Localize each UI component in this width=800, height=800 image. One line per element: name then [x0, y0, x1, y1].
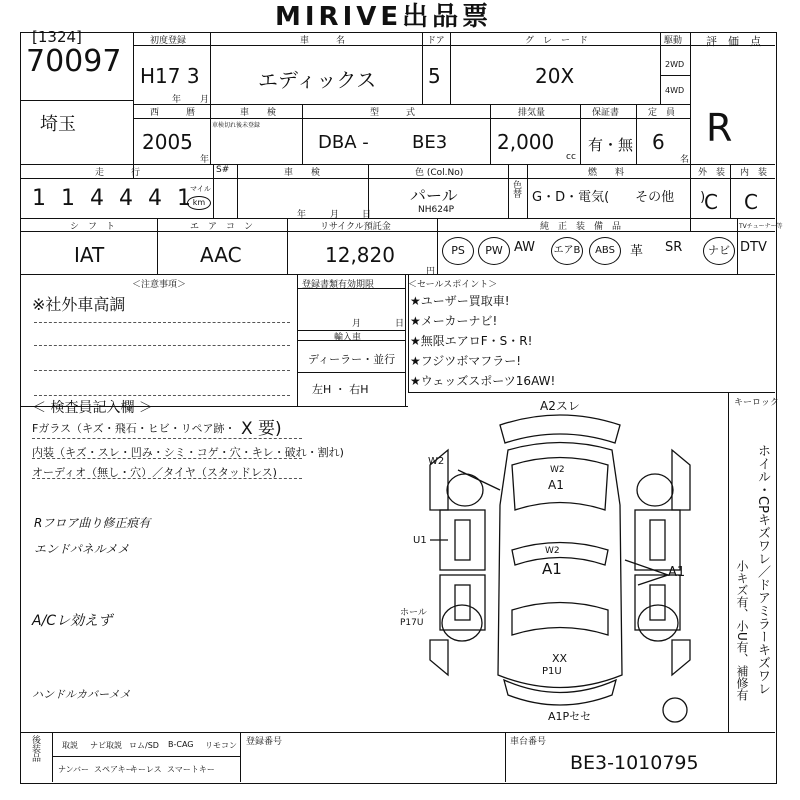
accessory-item: ナンバー	[58, 765, 90, 774]
shift-label: シ フ ト	[70, 222, 116, 232]
recycle-value: 12,820	[325, 243, 395, 267]
diagram-label-wheel: ホール P17U	[400, 608, 427, 628]
interior-value: C	[744, 190, 758, 214]
grade-value: 20X	[535, 64, 575, 88]
accessory-item: リモコン	[205, 741, 237, 750]
diagram-label-bottom: A1Pセセ	[548, 710, 592, 723]
form-title: MIRIVE出品票	[275, 2, 493, 32]
capacity-value: 6	[652, 130, 665, 154]
handwritten-note-3: A/Cレ効えず	[32, 613, 113, 629]
model-label: 型 式	[370, 108, 416, 118]
car-name-label: 車 名	[300, 36, 346, 46]
check-label: 車 検	[284, 168, 321, 178]
caution-text: ※社外車高調	[32, 295, 126, 314]
sales-label: ＜セールスポイント＞	[408, 280, 498, 290]
doors-value: 5	[428, 64, 441, 88]
equip-item: AW	[514, 240, 536, 255]
fuel-label: 燃 料	[588, 168, 625, 178]
color-label: 色 (Col.No)	[415, 168, 464, 178]
sales-point: ★フジツボマフラー!	[410, 354, 522, 368]
year-unit: 年	[200, 155, 210, 165]
accessory-item: 取説	[62, 741, 78, 750]
diagram-label-top: A2スレ	[540, 399, 580, 413]
stock-number: 70097	[26, 44, 122, 79]
equip-item: エアB	[551, 237, 583, 265]
diagram-label-w2-left: W2	[428, 456, 445, 467]
disp-unit: cc	[566, 152, 576, 162]
disp-label: 排気量	[518, 108, 546, 118]
equip-label: 純 正 装 備 品	[540, 222, 622, 232]
side-note-2: 小キズ有、小U有、補修有	[735, 560, 749, 701]
year-label: 西 暦	[150, 108, 196, 118]
drive-2wd: 2WD	[665, 60, 685, 69]
mileage-value: 1 1 4 4 4 1	[32, 186, 195, 211]
color-change-label: 色替	[511, 180, 521, 198]
diagram-label-xx: XX	[552, 652, 568, 665]
sales-point: ★無限エアロF・S・R!	[410, 334, 533, 348]
grade-label: グ レ ー ド	[525, 36, 589, 46]
mileage-unit-km: km	[187, 196, 211, 210]
diagram-label-w-mid: W2	[545, 546, 560, 556]
reg-number-label: 登録番号	[246, 737, 283, 747]
capacity-label: 定 員	[648, 108, 676, 118]
reg-date-label: 初度登録	[150, 36, 187, 46]
drive-label: 駆動	[664, 36, 683, 46]
reg-date-value: H17 3	[140, 64, 200, 88]
mileage-label: 走 行	[95, 168, 141, 178]
caution-label: ＜注意事項＞	[132, 280, 187, 290]
side-note-1: ホイル・CPキズワレ／ドアミラーキズワレ	[755, 444, 770, 695]
mileage-unit-mile: マイル	[190, 185, 211, 193]
diagram-label-w2-mid: W2	[550, 465, 565, 475]
glass-line: Fガラス（キズ・飛石・ヒビ・リペア跡・	[32, 422, 236, 435]
doors-label: ドア	[427, 36, 445, 46]
year-value: 2005	[142, 130, 193, 154]
capacity-unit: 名	[680, 155, 690, 165]
doc-day-unit: 日	[395, 319, 405, 329]
dealer-parallel: ディーラー・並行	[308, 353, 396, 366]
recycle-label: リサイクル預託金	[320, 222, 391, 232]
s-label: S#	[216, 165, 230, 175]
glass-mark: X 要)	[241, 419, 282, 439]
eval-label: 評 価 点	[706, 35, 761, 48]
diagram-label-a1-top: A1	[548, 478, 564, 492]
car-name-value: エディックス	[258, 68, 377, 92]
equip-item: ナビ	[703, 237, 735, 265]
interior-line: 内装（キズ・スレ・凹み・シミ・コゲ・穴・キレ・破れ・割れ)	[32, 446, 344, 459]
diagram-label-a1-right: A1	[668, 565, 686, 580]
steering-side: 左H ・ 右H	[312, 383, 369, 396]
diagram-label-u1: U1	[413, 535, 427, 546]
equip-item: PW	[478, 237, 510, 265]
check-year-unit: 年	[297, 210, 307, 220]
exterior-label: 外 装	[698, 168, 726, 178]
warranty-value: 有・無	[588, 136, 634, 154]
chassis-label: 車台番号	[510, 737, 547, 747]
keylock-label: キーロック	[734, 398, 779, 408]
handwritten-note-4: ハンドルカバーメメ	[32, 688, 131, 701]
model-prefix: DBA -	[318, 132, 369, 153]
accessory-item: ナビ取説	[90, 741, 122, 750]
audio-line: オーディオ（無し・穴）／タイヤ（スタッドレス)	[32, 466, 277, 479]
accessory-item: キーレス	[130, 765, 162, 774]
diagram-label-a1-mid: A1	[542, 560, 562, 578]
drive-4wd: 4WD	[665, 86, 685, 95]
exterior-value: C	[704, 190, 718, 214]
handwritten-note-2: エンドパネルメメ	[34, 542, 130, 556]
equip-item: PS	[442, 237, 474, 265]
sales-point: ★メーカーナビ!	[410, 314, 498, 328]
equip-item: SR	[665, 240, 683, 255]
ac-label: エ ア コ ン	[190, 222, 254, 232]
recycle-unit: 円	[426, 267, 436, 277]
accessories-label: 後装品	[30, 735, 40, 762]
handwritten-note-1: Rフロア曲り修正痕有	[34, 516, 151, 530]
check-day-unit: 日	[362, 210, 372, 220]
sales-point: ★ウェッズスポーツ16AW!	[410, 374, 556, 388]
accessory-item: スマートキー	[167, 765, 215, 774]
reg-month-unit: 月	[200, 95, 210, 105]
doc-expiry-label: 登録書類有効期限	[302, 280, 375, 290]
equip-item: DTV	[740, 240, 767, 255]
fuel-value: G・D・電気( その他 )	[532, 190, 706, 205]
eval-value: R	[706, 106, 733, 150]
accessory-item: ロム/SD	[129, 741, 159, 750]
accessory-item: スペアキー	[94, 765, 134, 774]
shift-value: IAT	[74, 243, 105, 267]
sales-point: ★ユーザー買取車!	[410, 294, 510, 308]
accessory-item: B-CAG	[168, 740, 194, 749]
check-month-unit: 月	[330, 210, 340, 220]
equip-tv-label: TVチューナー等	[739, 223, 783, 230]
chassis-value: BE3-1010795	[570, 752, 699, 774]
doc-month-unit: 月	[352, 319, 362, 329]
reg-year-unit: 年	[172, 95, 182, 105]
model-value: BE3	[412, 132, 448, 153]
color-value: パール	[410, 186, 458, 205]
diagram-label-p: P1U	[542, 666, 562, 677]
equip-item: 革	[630, 244, 644, 259]
disp-value: 2,000	[497, 130, 555, 154]
interior-label: 内 装	[740, 168, 768, 178]
ac-value: AAC	[200, 243, 242, 267]
lot-number: [1324]	[32, 28, 82, 46]
equip-item: ABS	[589, 237, 621, 265]
import-label: 輸入車	[334, 333, 362, 343]
inspect-sub: 車検切れ後未登録	[212, 122, 261, 129]
inspector-title: ＜ 検査員記入欄 ＞	[32, 400, 153, 416]
warranty-label: 保証書	[592, 108, 620, 118]
region: 埼玉	[40, 114, 76, 135]
inspect-label: 車 検	[240, 108, 277, 118]
color-no: NH624P	[418, 205, 455, 215]
